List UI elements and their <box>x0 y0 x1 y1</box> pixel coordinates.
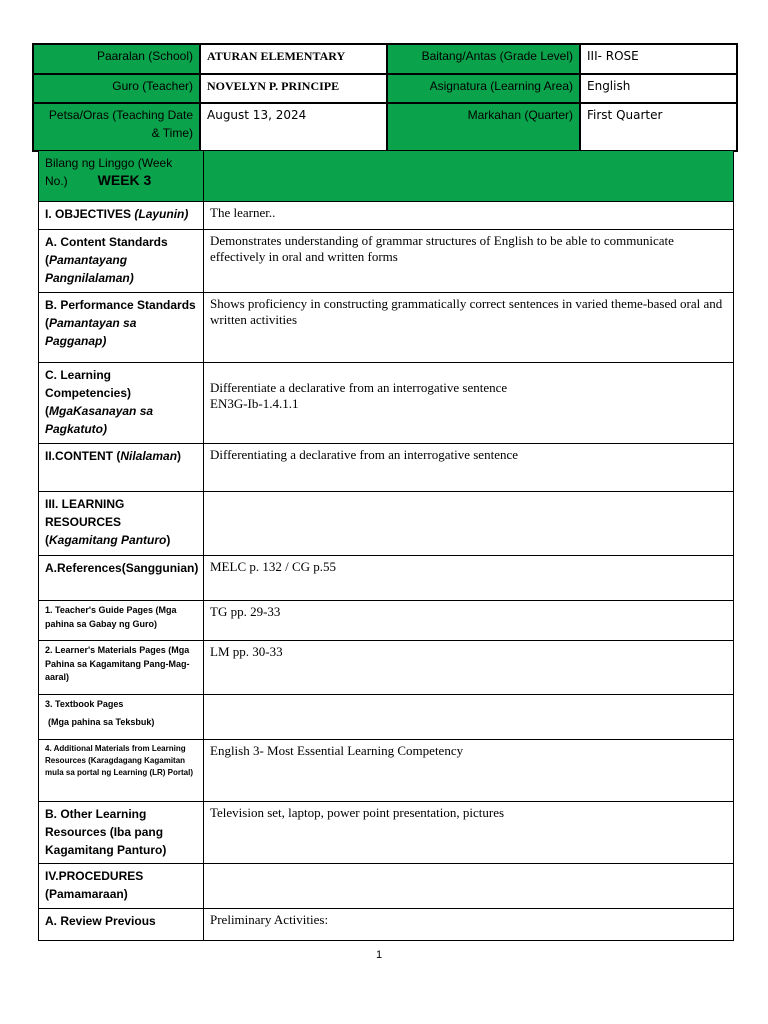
performance-standards-content: Shows proficiency in constructing grammatically correct sentences in varied theme-based oral and written activities <box>204 293 734 363</box>
header-table <box>32 43 738 152</box>
school-label: Paaralan (School) <box>33 44 200 74</box>
objectives-content: The learner.. <box>204 202 734 230</box>
competency-code: EN3G-Ib-1.4.1.1 <box>210 396 299 411</box>
additional-materials-content: English 3- Most Essential Learning Competency <box>204 740 734 802</box>
teacher-value: NOVELYN P. PRINCIPE <box>200 74 387 103</box>
week-label: Bilang ng Linggo (Week No.) <box>45 156 173 188</box>
performance-standards-row: B. Performance Standards (Pamantayan sa Pagganap) Shows proficiency in constructing grammatically correct sentences in varied theme-based oral and written activities <box>39 293 734 363</box>
procedures-row <box>39 864 734 909</box>
review-content: Preliminary Activities: <box>204 909 734 941</box>
date-value: August 13, 2024 <box>200 103 387 151</box>
quarter-value: First Quarter <box>580 103 737 151</box>
review-row <box>39 909 734 941</box>
objectives-row: I. OBJECTIVES (Layunin) The learner.. <box>39 202 734 230</box>
textbook-row <box>39 695 734 740</box>
references-row <box>39 556 734 601</box>
week-value: WEEK 3 <box>97 172 152 188</box>
week-row <box>39 151 734 202</box>
grade-label: Baitang/Antas (Grade Level) <box>387 44 580 74</box>
procedures-label: IV.PROCEDURES (Pamamaraan) <box>39 864 204 909</box>
learners-materials-row <box>39 641 734 695</box>
review-label: A. Review Previous <box>39 909 204 941</box>
grade-value: III- ROSE <box>580 44 737 74</box>
other-resources-content: Television set, laptop, power point presentation, pictures <box>204 802 734 864</box>
content-row: II.CONTENT (Nilalaman) Differentiating a declarative from an interrogative sentence <box>39 444 734 492</box>
quarter-label: Markahan (Quarter) <box>387 103 580 151</box>
content-text: Differentiating a declarative from an interrogative sentence <box>204 444 734 492</box>
teachers-guide-row <box>39 601 734 641</box>
learners-materials-content: LM pp. 30-33 <box>204 641 734 695</box>
page-number: 1 <box>376 949 383 961</box>
school-value: ATURAN ELEMENTARY <box>200 44 387 74</box>
other-resources-row <box>39 802 734 864</box>
teachers-guide-content: TG pp. 29-33 <box>204 601 734 641</box>
area-value: English <box>580 74 737 103</box>
learning-resources-row: III. LEARNING RESOURCES (Kagamitang Panturo) <box>39 492 734 556</box>
competencies-row: C. Learning Competencies) (MgaKasanayan sa Pagkatuto) Differentiate a declarative from an interrogative sentence EN3G-Ib-1.4.1.1 <box>39 363 734 444</box>
additional-materials-row <box>39 740 734 802</box>
references-content: MELC p. 132 / CG p.55 <box>204 556 734 601</box>
references-label: A.References(Sanggunian) <box>39 556 204 601</box>
content-standards-content: Demonstrates understanding of grammar structures of English to be able to communicate effectively in oral and written forms <box>204 230 734 293</box>
additional-materials-label: 4. Additional Materials from Learning Resources (Karagdagang Kagamitan mula sa portal ng Learning (LR) Portal) <box>39 740 204 802</box>
other-resources-label: B. Other Learning Resources (Iba pang Kagamitang Panturo) <box>39 802 204 864</box>
lesson-plan-table <box>38 150 734 941</box>
content-standards-row: A. Content Standards (Pamantayang Pangnilalaman) Demonstrates understanding of grammar structures of English to be able to communicate effectively in oral and written forms <box>39 230 734 293</box>
area-label: Asignatura (Learning Area) <box>387 74 580 103</box>
textbook-sublabel: (Mga pahina sa Teksbuk) <box>48 716 155 727</box>
teachers-guide-label: 1. Teacher's Guide Pages (Mga pahina sa Gabay ng Guro) <box>39 601 204 641</box>
learners-materials-label: 2. Learner's Materials Pages (Mga Pahina sa Kagamitang Pang-Mag-aaral) <box>39 641 204 695</box>
teacher-label: Guro (Teacher) <box>33 74 200 103</box>
date-label: Petsa/Oras (Teaching Date & Time) <box>33 103 200 151</box>
competency-text: Differentiate a declarative from an interrogative sentence <box>210 380 508 395</box>
textbook-label: 3. Textbook Pages <box>45 699 124 709</box>
